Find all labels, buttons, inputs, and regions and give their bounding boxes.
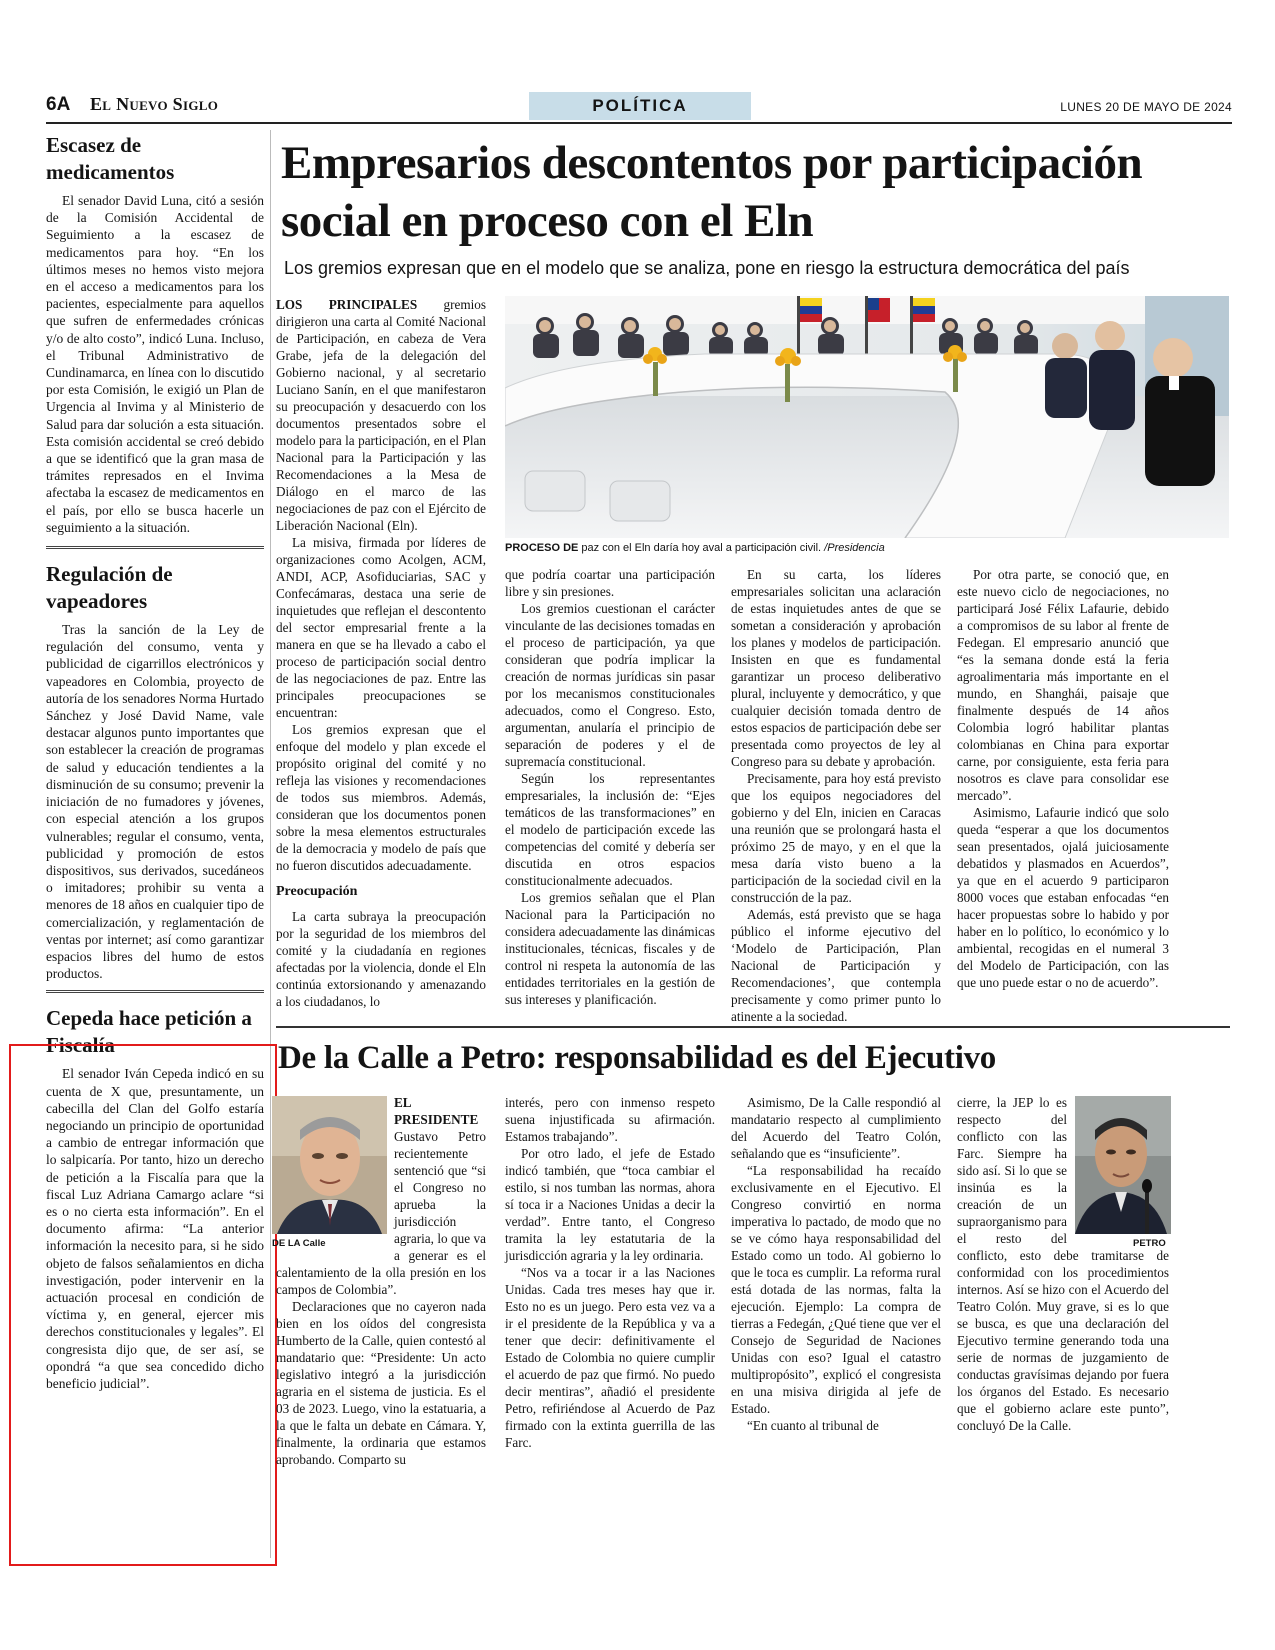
article-column-1 — [276, 296, 486, 1010]
paragraph: Los gremios señalan que el Plan Nacional para la Participación no considera adecuadamente las dinámicas institucionales, técnicas, fiscales y de control ni respeta la autonomía de las entidades territoriales en la gestión de sus intereses y planificación. — [505, 890, 715, 1007]
article2-column-4 — [957, 1094, 1169, 1434]
paragraph: Los gremios expresan que el enfoque del modelo y plan excede el propósito original del comité y no refleja las visiones y recomendaciones de todos sus miembros. Además, consideran que los documentos ponen sobre la mesa elementos estructurales de la democracia y modelo de país que no fueron discutidos adecuadamente. — [276, 722, 486, 873]
highlight-box — [9, 1044, 277, 1566]
main-headline: Empresarios descontentos por participación social en proceso con el Eln — [281, 137, 1143, 247]
brief-body: El senador Iván Cepeda indicó en su cuenta de X que, presuntamente, un cabecilla del Clan del Golfo estaría negociando un principio de oportunidad a cambio de entregar información que lo salpicaría. Por tanto, hizo un derecho de petición a la Fiscalía para que la fiscal Luz Adriana Camargo aclare “si es o no cierta esta información”. En el documento afirma: “La anterior información la necesito para, si he sido objeto de falsos señalamientos en dicha investigación, poder intervenir en la actuación procesal en condición de víctima y, en general, ejercer mis derechos constitucionales y legales”. El congresista dijo que, de ser así, se opondrá “a que sea concedido dicho beneficio judicial”. — [46, 1066, 264, 1391]
paragraph: que podría coartar una participación libre y sin presiones. — [505, 567, 715, 599]
subheading: Preocupación — [276, 884, 358, 899]
paragraph: Por otro lado, el jefe de Estado indicó también, que “toca cambiar el estilo, si nos tumban las normas, ahora sí toca ir a Naciones Unidas a decir la verdad”. Entre tanto, el Congreso tramita la ley estatutaria de la jurisdicción agraria y la ley ordinaria. — [505, 1146, 715, 1263]
run-in-lead: LOS PRINCIPALES — [276, 297, 418, 312]
run-in-lead: EL PRESIDENTE — [394, 1095, 479, 1127]
paragraph: interés, pero con inmenso respeto suena injustificada su afirmación. Estamos trabajando”. — [505, 1095, 715, 1144]
article2-column-3 — [731, 1094, 941, 1434]
paragraph: cierre, la JEP lo es respecto del conflicto con las Farc. Siempre ha sido así. Si lo que se insinúa es la creación de un supraorganismo para el resto del conflicto, esto debe tramitarse de conformidad con los procedimientos internos. Así se hizo con el Acuerdo del Teatro Colón. Muy grave, si es lo que se busca, es que una declaración del Ejecutivo termine generando toda una serie de normas de juzgamiento de conductas gravísimas dejando por fuera los órganos del Estado. Es necesario que el gobierno aclare este punto”, concluyó De la Calle. — [957, 1095, 1169, 1433]
paragraph-text: gremios dirigieron una carta al Comité Nacional de Participación, en cabeza de Vera Grabe, jefa de la delegación del Gobierno nacional, y al secretario Luciano Sanín, en el que manifestaron su preocupación y desacuerdo con los documentos presentados sobre el modelo para la participación, en el Plan Nacional para la Participación y las Recomendaciones a la Mesa de Diálogo en el marco de las negociaciones de paz con el Ejército de Liberación Nacional (Eln). — [276, 297, 486, 533]
article2-column-1 — [276, 1094, 486, 1468]
brief-title: Cepeda hace petición a Fiscalía — [46, 1006, 252, 1058]
issue-date: LUNES 20 DE MAYO DE 2024 — [1060, 100, 1232, 114]
page-header — [46, 92, 1232, 122]
photo-caption — [505, 542, 1229, 554]
paragraph: En su carta, los líderes empresariales solicitan una aclaración de estas inquietudes antes de que se sometan a consideración y aprobación los planes y modelos de participación. Insisten en que es fundamental garantizar un proceso deliberativo plural, incluyente y democrático, y que cualquier decisión tomada dentro de estos espacios de participación debe ser presentada como proyectos de ley al Congreso para su debate y aprobación. — [731, 567, 941, 769]
portrait-caption: PETRO — [1133, 1238, 1166, 1249]
second-headline: De la Calle a Petro: responsabilidad es del Ejecutivo — [278, 1040, 997, 1076]
paragraph: Además, está previsto que se haga público el informe ejecutivo del ‘Modelo de Participación, Plan Nacional de Participación y Recomendaciones’, que contempla precisamente y como primer punto lo atinente a la sociedad. — [731, 907, 941, 1024]
photo-credit: /Presidencia — [824, 542, 885, 554]
article-column-3 — [731, 566, 941, 1025]
section-banner: POLÍTICA — [529, 92, 751, 120]
portrait-float — [1067, 1094, 1169, 1246]
negotiation-photo — [505, 296, 1229, 538]
article-column-2 — [505, 566, 715, 1008]
brief-body: El senador David Luna, citó a sesión de la Comisión Accidental de Seguimiento a la escasez de medicamentos para hoy. “En los últimos meses no hemos visto mejora en el acceso a medicamentos para los pacientes, especialmente para aquellos que sufren de enfermedades crónicas y/o de alto costo”, indicó Luna. Incluso, el Tribunal Administrativo de Cundinamarca, en línea con lo discutido por esta Comisión, le exigió un Plan de Urgencia al Invima y al Ministerio de Salud para dar solución a esta situación. Esta comisión accidental se creó debido a que se identificó que la gran masa de trámites represados en el Invima afectaba la escasez de medicamentos en el país, por ello se busca hacerle un seguimiento a la situación. — [46, 193, 264, 535]
paragraph: Asimismo, De la Calle respondió al mandatario respecto al cumplimiento del Acuerdo del Teatro Colón, señalando que es “insuficiente”. — [731, 1095, 941, 1161]
paragraph — [276, 296, 486, 534]
article2-column-2 — [505, 1094, 715, 1451]
page-number: 6A — [46, 94, 71, 115]
paragraph: Según los representantes empresariales, la inclusión de: “Ejes temáticos de las transformaciones” en el modelo de participación excede las competencias del comité y debería ser discutida en otros espacios constitucionalmente adecuados. — [505, 771, 715, 888]
portrait-caption: DE LA Calle — [272, 1238, 326, 1249]
paragraph: “La responsabilidad ha recaído exclusivamente en el Ejecutivo. El Congreso convirtió en norma imperativa lo pactado, de modo que no se ve cómo haya responsabilidad del Estado como un todo. Al gobierno lo que le toca es cumplir. La reforma rural está dotada de las normas, falta la ejecución. Ejemplo: La compra de tierras a Fedegán, ¿Qué tiene que ver el Consejo de Seguridad de Naciones Unidas con eso? Igual el catastro multipropósito”, explicó el congresista en una misiva dirigida al jefe de Estado. — [731, 1163, 941, 1416]
paragraph: Por otra parte, se conoció que, en este nuevo ciclo de negociaciones, no participará José Félix Lafaurie, debido a compromisos de su labor al frente de Fedegan. El empresario anunció que “es la semana donde está la feria agroalimentaria más importante en el mundo, en Shanghái, paisaje que finalmente después de 14 años Colombia logró habilitar plantas colombianas en China para exportar carne, por consiguiente, esta feria para nosotros es clave para consolidar ese mercado”. — [957, 567, 1169, 803]
brief-title: Regulación de vapeadores — [46, 562, 173, 614]
paragraph: Declaraciones que no cayeron nada bien en los oídos del congresista Humberto de la Calle, quien contestó al mandatario que: “Presidente: Un acto legislativo integró a la jurisdicción agraria en el sistema de justicia. Es el 03 de 2023. Luego, vino la estatuaria, a la que le falta un debate en Cámara. Y, finalmente, la ordinaria que estamos aprobando. Comparto su — [276, 1299, 486, 1467]
divider — [46, 546, 264, 549]
main-subheadline: Los gremios expresan que en el modelo que se analiza, pone en riesgo la estructura democrática del país — [284, 258, 1130, 278]
caption-lead: PROCESO DE — [505, 542, 579, 554]
paragraph: Los gremios cuestionan el carácter vinculante de las decisiones tomadas en el proceso de participación, ya que consideran que podría implicar la creación de normas jurídicas sin pasar por los mecanismos constitucionales adecuados, como el Congreso. Esto, argumentan, anularía el principio de separación de poderes y el de supremacía constitucional. — [505, 601, 715, 769]
article-column-4 — [957, 566, 1169, 991]
portrait-float — [276, 1094, 394, 1252]
paragraph: “Nos va a tocar ir a las Naciones Unidas. Cada tres meses hay que ir. Esto no es un juego. Pero esta vez va a ir el presidente de la República y va a tener que decir: definitivamente el Estado de Colombia no quiere cumplir el acuerdo de paz que firmó. No puedo decir mentiras”, añadió el presidente Petro, refiriéndose al Acuerdo de Paz firmado con la extinta guerrilla de las Farc. — [505, 1265, 715, 1450]
brief-title: Escasez de medicamentos — [46, 133, 175, 184]
divider — [46, 990, 264, 993]
brief-body: Tras la sanción de la Ley de regulación del consumo, venta y publicidad de cigarrillos electrónicos y vapeadores en Colombia, proyecto de autoría de los senadores Norma Hurtado Sánchez y José David Name, vale destacar algunos punto importantes que son establecer la creación de programas de salud y educación tendientes a la disminución de su consumo; prevenir la iniciación de no fumadores y jóvenes, con especial atención a los grupos vulnerables; regular el consumo, venta, publicidad y promoción de estos dispositivos, sus derivados, sucedáneos o imitadores; prohibir su venta a menores de 18 años en cualquier tipo de comercialización, y reglamentación de ventas por internet; así como garantizar espacios libres del humo de estos productos. — [46, 622, 264, 982]
paragraph: La carta subraya la preocupación por la seguridad de los miembros del comité y la ciudadanía en regiones afectadas por la violencia, donde el Eln continúa extorsionando y amenazando a los ciudadanos, lo — [276, 909, 486, 1009]
paragraph: Precisamente, para hoy está previsto que los equipos negociadores del gobierno y del Eln, inicien en Caracas una reunión que se prolongará hasta el próximo 25 de mayo, y en el que la mesa daría visto bueno a la participación de la sociedad civil en la construcción de la paz. — [731, 771, 941, 905]
paragraph: La misiva, firmada por líderes de organizaciones como Acolgen, ACM, ANDI, ACP, Asofiduciarias, SAC y Confecámaras, destaca una serie de inquietudes que reflejan el descontento del sector empresarial frente a la manera en que se ha llevado a cabo el proceso de participación social dentro de las negociaciones de paz. Entre las principales preocupaciones se encuentran: — [276, 535, 486, 720]
paragraph: “En cuanto al tribunal de — [747, 1418, 879, 1433]
article-divider — [276, 1026, 1230, 1028]
paragraph-text: Gustavo Petro recientemente sentenció que “si el Congreso no aprueba la jurisdicción agraria, lo que va a generar es el calentamiento de la olla presión en los campos de Colombia”. — [276, 1129, 486, 1297]
paragraph: Asimismo, Lafaurie indicó que solo queda “esperar a que los documentos sean presentados, ojalá juiciosamente debatidos y plasmados en Acuerdos”, ya que en el acuerdo 9 participaron 8000 voces que estaban enfocadas “en hacer propuestas sobre lo habido y por haber en lo político, lo económico y lo ambiental, recogidas en el numeral 3 del Modelo de Participación, con las que uno puede estar o no de acuerdo”. — [957, 805, 1169, 990]
caption-text: paz con el Eln daría hoy aval a participación civil. — [581, 542, 822, 554]
header-rule — [46, 122, 1232, 124]
newspaper-name: El Nuevo Siglo — [90, 94, 219, 114]
